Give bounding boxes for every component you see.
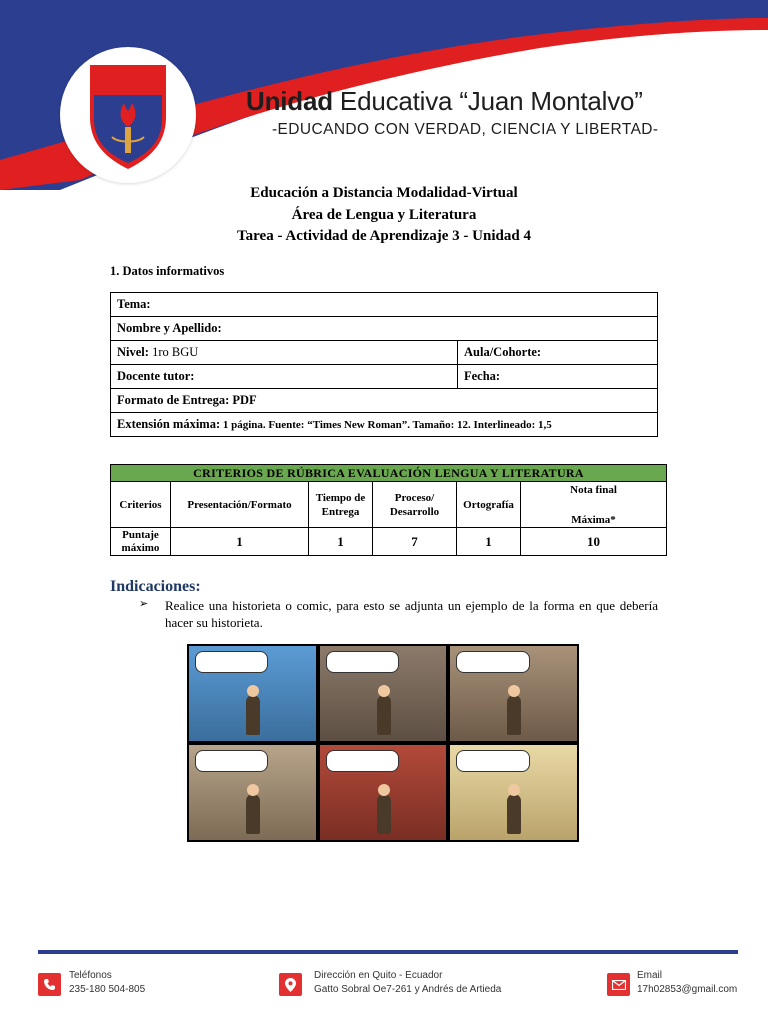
- footer-email: [637, 969, 737, 997]
- phone-icon: [38, 973, 61, 996]
- comic-character-head: [508, 685, 520, 697]
- rubric-header-tiempo: Tiempo de Entrega: [309, 482, 373, 528]
- school-name-bold: Unidad: [246, 86, 333, 116]
- footer-phone-label: Teléfonos: [69, 970, 112, 981]
- footer-email-label: Email: [637, 970, 663, 981]
- speech-bubble: [326, 651, 399, 673]
- table-row: [111, 317, 658, 341]
- rubric-header-criterios: Criterios: [111, 482, 171, 528]
- comic-character-head: [378, 784, 390, 796]
- comic-character: [246, 794, 260, 834]
- score-ortografia: 1: [457, 528, 521, 556]
- title-line-1: Educación a Distancia Modalidad-Virtual: [250, 185, 518, 201]
- document-titles: [0, 183, 768, 248]
- field-docente: Docente tutor:: [111, 365, 458, 389]
- comic-panel: [189, 646, 316, 741]
- score-nota-final: 10: [521, 528, 667, 556]
- school-name-rest: Educativa “Juan Montalvo”: [332, 86, 643, 116]
- table-row: [111, 293, 658, 317]
- footer-phone: [69, 969, 145, 997]
- rubric-header-nota-final: Nota final: [570, 483, 617, 496]
- field-nombre: Nombre y Apellido:: [111, 317, 658, 341]
- comic-panel: [189, 745, 316, 840]
- email-icon: [607, 973, 630, 996]
- indicaciones-heading: Indicaciones:: [110, 578, 201, 595]
- school-motto: -EDUCANDO CON VERDAD, CIENCIA Y LIBERTAD-: [272, 121, 659, 138]
- footer-divider: [38, 950, 738, 954]
- title-line-3: Tarea - Actividad de Aprendizaje 3 - Unidad 4: [237, 228, 531, 244]
- comic-character-head: [247, 685, 259, 697]
- rubric-row-label: Puntaje máximo: [111, 528, 171, 556]
- comic-character-head: [378, 685, 390, 697]
- footer-email-value: 17h02853@gmail.com: [637, 984, 738, 995]
- speech-bubble: [195, 651, 268, 673]
- rubric-table: [110, 464, 667, 556]
- footer-address-label: Dirección en Quito - Ecuador: [314, 970, 443, 981]
- comic-character-head: [508, 784, 520, 796]
- comic-example-image: [187, 644, 579, 842]
- rubric-header-ortografia: Ortografía: [457, 482, 521, 528]
- location-pin-icon: [279, 973, 302, 996]
- title-line-2: Área de Lengua y Literatura: [291, 206, 477, 223]
- comic-panel: [320, 745, 447, 840]
- speech-bubble: [456, 750, 529, 772]
- score-proceso: 7: [373, 528, 457, 556]
- comic-panel: [320, 646, 447, 741]
- rubric-header-maxima: Máxima*: [571, 513, 616, 526]
- table-row: [111, 389, 658, 413]
- comic-panel: [450, 745, 577, 840]
- rubric-header-presentacion: Presentación/Formato: [171, 482, 309, 528]
- rubric-header-proceso: Proceso/ Desarrollo: [373, 482, 457, 528]
- comic-panel: [450, 646, 577, 741]
- table-row: [111, 341, 658, 365]
- rubric-title: CRITERIOS DE RÚBRICA EVALUACIÓN LENGUA Y LITERATURA: [111, 465, 667, 482]
- school-logo-icon: [60, 47, 196, 183]
- comic-character: [507, 794, 521, 834]
- table-row: [111, 413, 658, 437]
- field-aula: Aula/Cohorte:: [458, 341, 658, 365]
- comic-character-head: [247, 784, 259, 796]
- field-extension: Extensión máxima: 1 página. Fuente: “Times New Roman”. Tamaño: 12. Interlineado: 1,5: [111, 413, 658, 437]
- comic-character: [507, 695, 521, 735]
- footer-address: [314, 969, 501, 997]
- score-tiempo: 1: [309, 528, 373, 556]
- field-tema: Tema:: [111, 293, 658, 317]
- school-seal: [60, 47, 196, 183]
- arrow-bullet-icon: ➢: [139, 598, 149, 610]
- comic-character: [377, 794, 391, 834]
- table-row: [111, 528, 667, 556]
- field-formato: Formato de Entrega: PDF: [111, 389, 658, 413]
- comic-character: [377, 695, 391, 735]
- comic-character: [246, 695, 260, 735]
- field-nivel: Nivel: 1ro BGU: [111, 341, 458, 365]
- speech-bubble: [195, 750, 268, 772]
- section-heading-datos: 1. Datos informativos: [110, 264, 225, 278]
- indicaciones-text: Realice una historieta o comic, para esto se adjunta un ejemplo de la forma en que debería hacer su historieta.: [165, 598, 658, 630]
- school-name: [246, 86, 643, 117]
- footer-address-value: Gatto Sobral Oe7-261 y Andrés de Artieda: [314, 984, 502, 995]
- footer-phone-value: 235-180 504-805: [69, 984, 146, 995]
- speech-bubble: [326, 750, 399, 772]
- speech-bubble: [456, 651, 529, 673]
- field-fecha: Fecha:: [458, 365, 658, 389]
- score-presentacion: 1: [171, 528, 309, 556]
- table-row: [111, 365, 658, 389]
- info-table: [110, 292, 658, 437]
- rubric-header-nota: [521, 482, 667, 528]
